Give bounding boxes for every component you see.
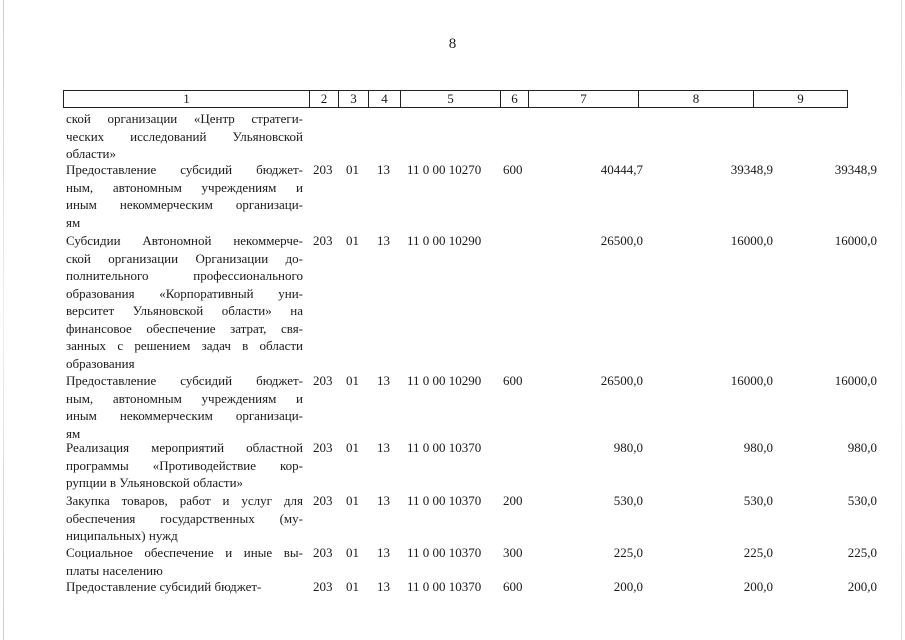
header-col-6: 6 [501, 91, 529, 107]
row-name-line: обеспечения государственных (му- [66, 510, 303, 526]
cell-col-7: 980,0 [613, 440, 643, 455]
cell-col-7: 40444,7 [600, 162, 643, 177]
row-name [66, 110, 303, 163]
cell-col-4: 13 [377, 579, 390, 594]
row-name-line: Социальное обеспечение и иные вы- [66, 545, 303, 560]
cell-col-8: 980,0 [743, 440, 773, 455]
row-name-line: ям [66, 425, 81, 441]
cell-col-5: 11 0 00 10290 [407, 233, 482, 248]
header-col-7: 7 [529, 91, 639, 107]
header-col-2: 2 [310, 91, 339, 107]
row-name [66, 544, 303, 579]
row-name-line: ской организации Организации до- [66, 250, 303, 266]
row-name-line: платы населению [66, 562, 163, 578]
cell-col-2: 203 [313, 545, 333, 560]
cell-col-8: 530,0 [743, 493, 773, 508]
cell-col-9: 225,0 [847, 545, 877, 560]
cell-col-7: 225,0 [613, 545, 643, 560]
cell-col-5: 11 0 00 10370 [407, 545, 482, 560]
row-name-line: образования «Корпоративный уни- [66, 285, 303, 301]
cell-col-8: 39348,9 [730, 162, 773, 177]
cell-col-5: 11 0 00 10370 [407, 579, 482, 594]
table-header-row [63, 90, 848, 108]
header-col-1: 1 [64, 91, 310, 107]
cell-col-8: 16000,0 [730, 233, 773, 248]
row-name [66, 161, 303, 231]
row-name-line: Предоставление субсидий бюджет- [66, 579, 262, 594]
cell-col-9: 16000,0 [834, 233, 877, 248]
cell-col-7: 200,0 [613, 579, 643, 594]
cell-col-4: 13 [377, 545, 390, 560]
row-name-line: Реализация мероприятий областной [66, 440, 303, 455]
row-name-line: области» [66, 146, 116, 161]
cell-col-6: 600 [503, 373, 523, 388]
row-name [66, 492, 303, 545]
row-name-line: ным, автономным учреждениям и [66, 390, 303, 406]
cell-col-4: 13 [377, 233, 390, 248]
row-name-line: ской организации «Центр стратеги- [66, 111, 303, 126]
header-col-8: 8 [639, 91, 754, 107]
header-col-3: 3 [339, 91, 369, 107]
cell-col-2: 203 [313, 373, 333, 388]
cell-col-7: 26500,0 [600, 373, 643, 388]
cell-col-4: 13 [377, 440, 390, 455]
header-col-9: 9 [797, 91, 804, 106]
row-name-line: ниципальных) нужд [66, 528, 178, 543]
cell-col-9: 530,0 [847, 493, 877, 508]
cell-col-2: 203 [313, 440, 333, 455]
cell-col-6: 600 [503, 579, 523, 594]
row-name-line: иным некоммерческим организаци- [66, 197, 303, 212]
cell-col-5: 11 0 00 10290 [407, 373, 482, 388]
cell-col-6: 600 [503, 162, 523, 177]
scan-edge-left [3, 0, 4, 640]
row-name-line: ным, автономным учреждениям и [66, 179, 303, 195]
row-name-line: Субсидии Автономной некоммерче- [66, 233, 303, 248]
cell-col-3: 01 [346, 545, 359, 560]
row-name-line: полнительного профессионального [66, 268, 303, 283]
row-name-line: Предоставление субсидий бюджет- [66, 373, 303, 388]
row-name-line: Закупка товаров, работ и услуг для [66, 493, 303, 508]
cell-col-3: 01 [346, 579, 359, 594]
scan-edge-right [901, 0, 902, 640]
cell-col-8: 16000,0 [730, 373, 773, 388]
row-name-line: программы «Противодействие кор- [66, 457, 303, 473]
cell-col-8: 200,0 [743, 579, 773, 594]
row-name [66, 578, 303, 596]
cell-col-4: 13 [377, 373, 390, 388]
cell-col-3: 01 [346, 373, 359, 388]
row-name-line: занных с решением задач в области [66, 338, 303, 353]
row-name-line: верситет Ульяновской области» на [66, 303, 303, 318]
cell-col-2: 203 [313, 233, 333, 248]
cell-col-9: 980,0 [847, 440, 877, 455]
page-number: 8 [448, 36, 457, 52]
cell-col-9: 16000,0 [834, 373, 877, 388]
cell-col-3: 01 [346, 493, 359, 508]
cell-col-3: 01 [346, 440, 359, 455]
cell-col-7: 26500,0 [600, 233, 643, 248]
row-name [66, 372, 303, 442]
row-name-line: ческих исследований Ульяновской [66, 128, 303, 144]
cell-col-5: 11 0 00 10370 [407, 440, 482, 455]
cell-col-4: 13 [377, 162, 390, 177]
header-col-5: 5 [401, 91, 501, 107]
cell-col-7: 530,0 [613, 493, 643, 508]
header-col-4: 4 [369, 91, 401, 107]
row-name-line: иным некоммерческим организаци- [66, 408, 303, 423]
cell-col-5: 11 0 00 10370 [407, 493, 482, 508]
cell-col-9: 200,0 [847, 579, 877, 594]
row-name-line: рупции в Ульяновской области» [66, 475, 244, 490]
cell-col-3: 01 [346, 162, 359, 177]
cell-col-4: 13 [377, 493, 390, 508]
row-name-line: финансовое обеспечение затрат, свя- [66, 320, 303, 336]
row-name [66, 439, 303, 492]
cell-col-2: 203 [313, 162, 333, 177]
cell-col-6: 200 [503, 493, 523, 508]
cell-col-8: 225,0 [743, 545, 773, 560]
cell-col-6: 300 [503, 545, 523, 560]
cell-col-5: 11 0 00 10270 [407, 162, 482, 177]
cell-col-3: 01 [346, 233, 359, 248]
row-name-line: образования [66, 355, 135, 371]
cell-col-2: 203 [313, 493, 333, 508]
cell-col-9: 39348,9 [834, 162, 877, 177]
row-name [66, 232, 303, 372]
cell-col-2: 203 [313, 579, 333, 594]
row-name-line: ям [66, 214, 81, 230]
row-name-line: Предоставление субсидий бюджет- [66, 162, 303, 177]
